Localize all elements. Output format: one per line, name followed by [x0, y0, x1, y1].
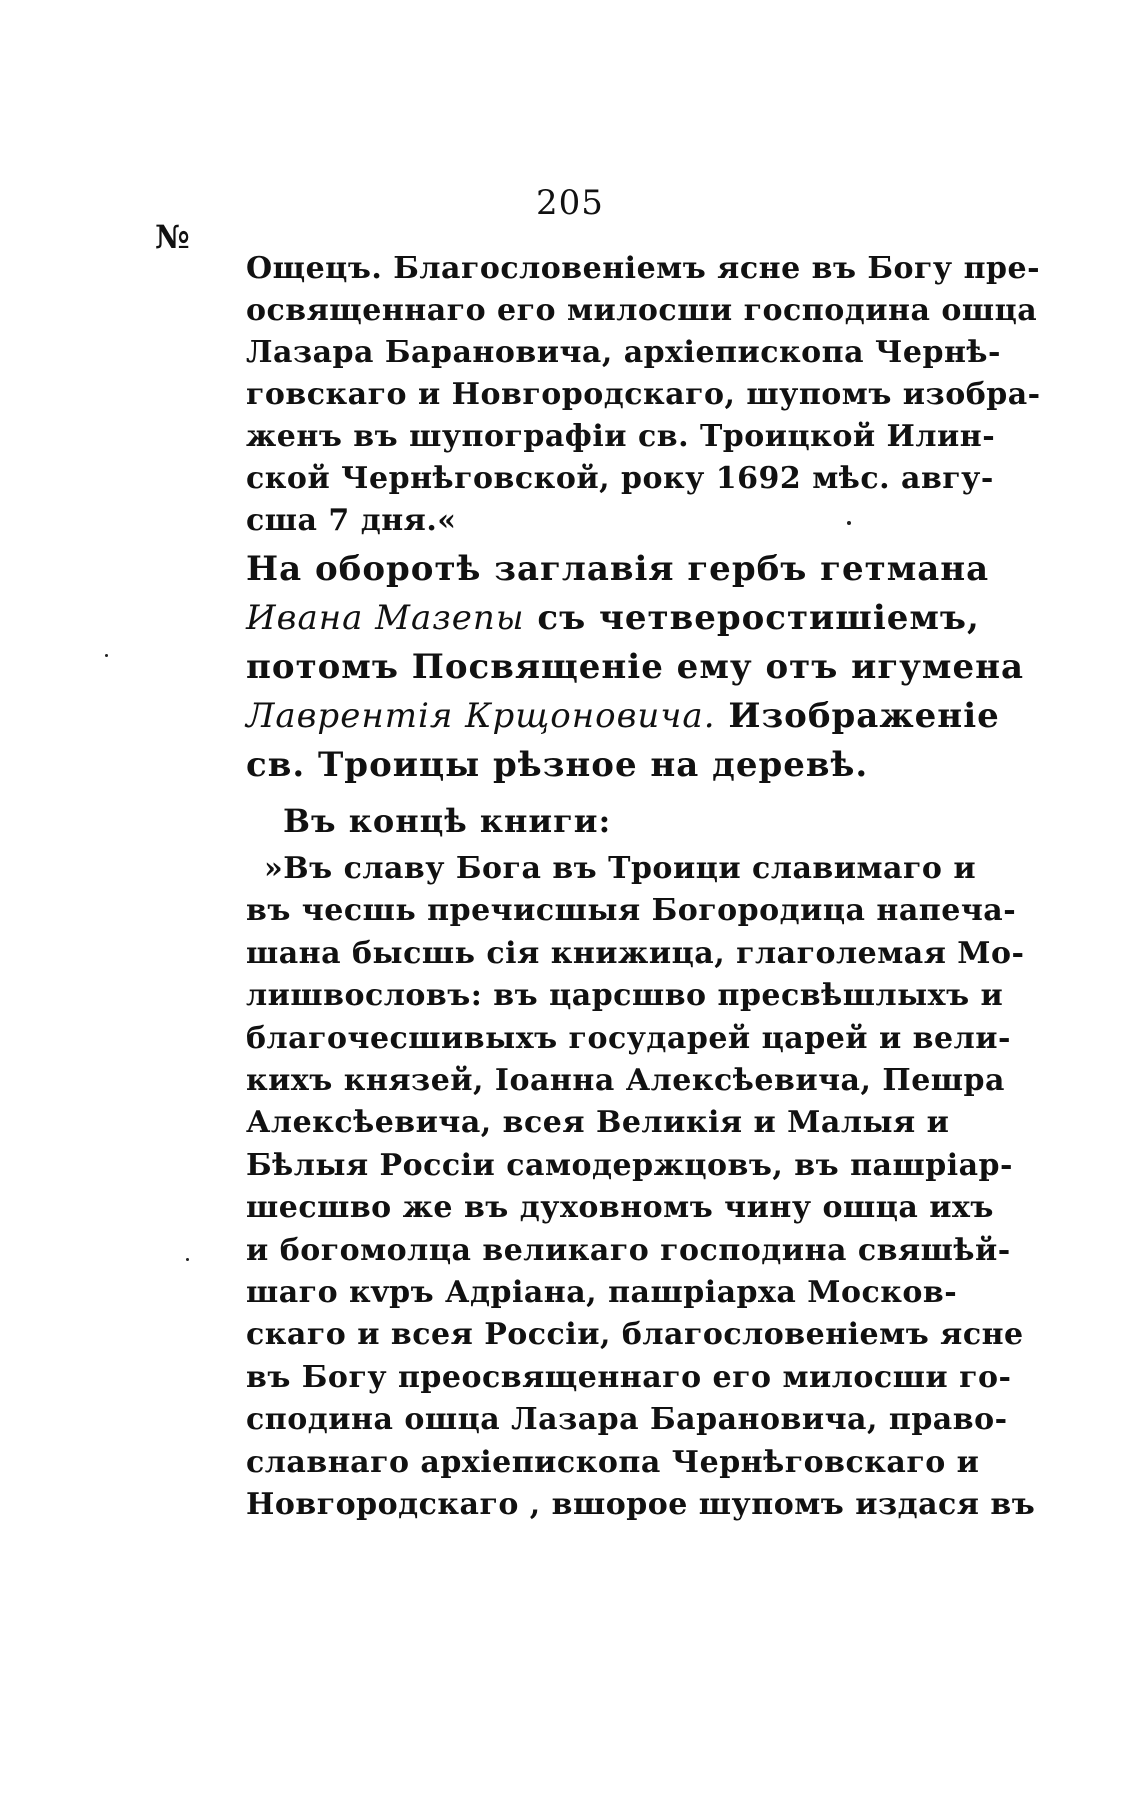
text-line: въ Богу преосвященнаго его милосши го- — [246, 1359, 1012, 1395]
text-line: освященнаго его милосши господина ошца — [246, 293, 1038, 328]
text-line: ской Чернѣговской, року 1692 мѣс. авгу- — [246, 461, 994, 496]
number-sign: № — [155, 218, 190, 256]
page-number: 205 — [536, 183, 604, 223]
text-line: шаго кvръ Адріана, пашріарха Москов- — [246, 1275, 958, 1311]
text-fragment: Изображеніе — [728, 696, 1000, 736]
text-line: и богомолца великаго господина свяшѣй- — [246, 1232, 1011, 1268]
text-fragment: съ четверостишіемъ, — [537, 598, 980, 638]
text-line: славнаго архіепископа Чернѣговскаго и — [246, 1444, 980, 1480]
description-paragraph — [246, 545, 1025, 790]
print-speck — [105, 654, 108, 657]
text-line: потомъ Посвященіе ему отъ игумена — [246, 647, 1025, 687]
text-line: св. Троицы рѣзное на деревѣ. — [246, 745, 869, 785]
text-line: Лазара Барановича, архіепископа Чернѣ- — [246, 335, 1001, 370]
section-heading: Въ концѣ книги: — [283, 802, 612, 840]
quote-top — [246, 248, 1041, 542]
text-line: лишвословъ: въ царсшво пресвѣшлыхъ и — [246, 978, 1004, 1014]
text-line — [246, 594, 980, 643]
text-line: благочесшивыхъ государей царей и вели- — [246, 1020, 1011, 1056]
hegumen-name: Лаврентія Крщоновича. — [246, 696, 716, 736]
text-line: Алексѣевича, всея Великія и Малыя и — [246, 1105, 950, 1141]
text-line: женъ въ шупографіи св. Троицкой Илин- — [246, 419, 996, 454]
text-line: Новгородскаго , вшорое шупомъ издася въ — [246, 1487, 1036, 1523]
text-line: сша 7 дня.« — [246, 503, 457, 538]
hetman-name: Ивана Мазепы — [246, 598, 525, 638]
print-speck — [847, 521, 851, 525]
text-line: »Въ славу Бога въ Троици славимаго и — [264, 851, 977, 886]
text-line: На оборотѣ заглавія гербъ гетмана — [246, 549, 990, 589]
text-line: въ чесшь пречисшыя Богородица напеча- — [246, 893, 1017, 929]
print-speck — [186, 1258, 189, 1261]
text-line: Ощецъ. Благословеніемъ ясне въ Богу пре- — [246, 251, 1041, 286]
text-line: говскаго и Новгородскаго, шупомъ изобра- — [246, 377, 1041, 412]
text-line — [246, 692, 1000, 741]
text-line: шана бысшь сія книжица, глаголемая Мо- — [246, 935, 1025, 971]
quote-bottom — [246, 848, 1036, 1527]
text-line: Бѣлыя Россіи самодержцовъ, въ пашріар- — [246, 1147, 1013, 1183]
text-line: шесшво же въ духовномъ чину ошца ихъ — [246, 1190, 994, 1226]
text-line: скаго и всея Россіи, благословеніемъ ясне — [246, 1317, 1024, 1353]
text-line: сподина ошца Лазара Барановича, право- — [246, 1402, 1008, 1438]
text-line: кихъ князей, Іоанна Алексѣевича, Пешра — [246, 1063, 1005, 1099]
